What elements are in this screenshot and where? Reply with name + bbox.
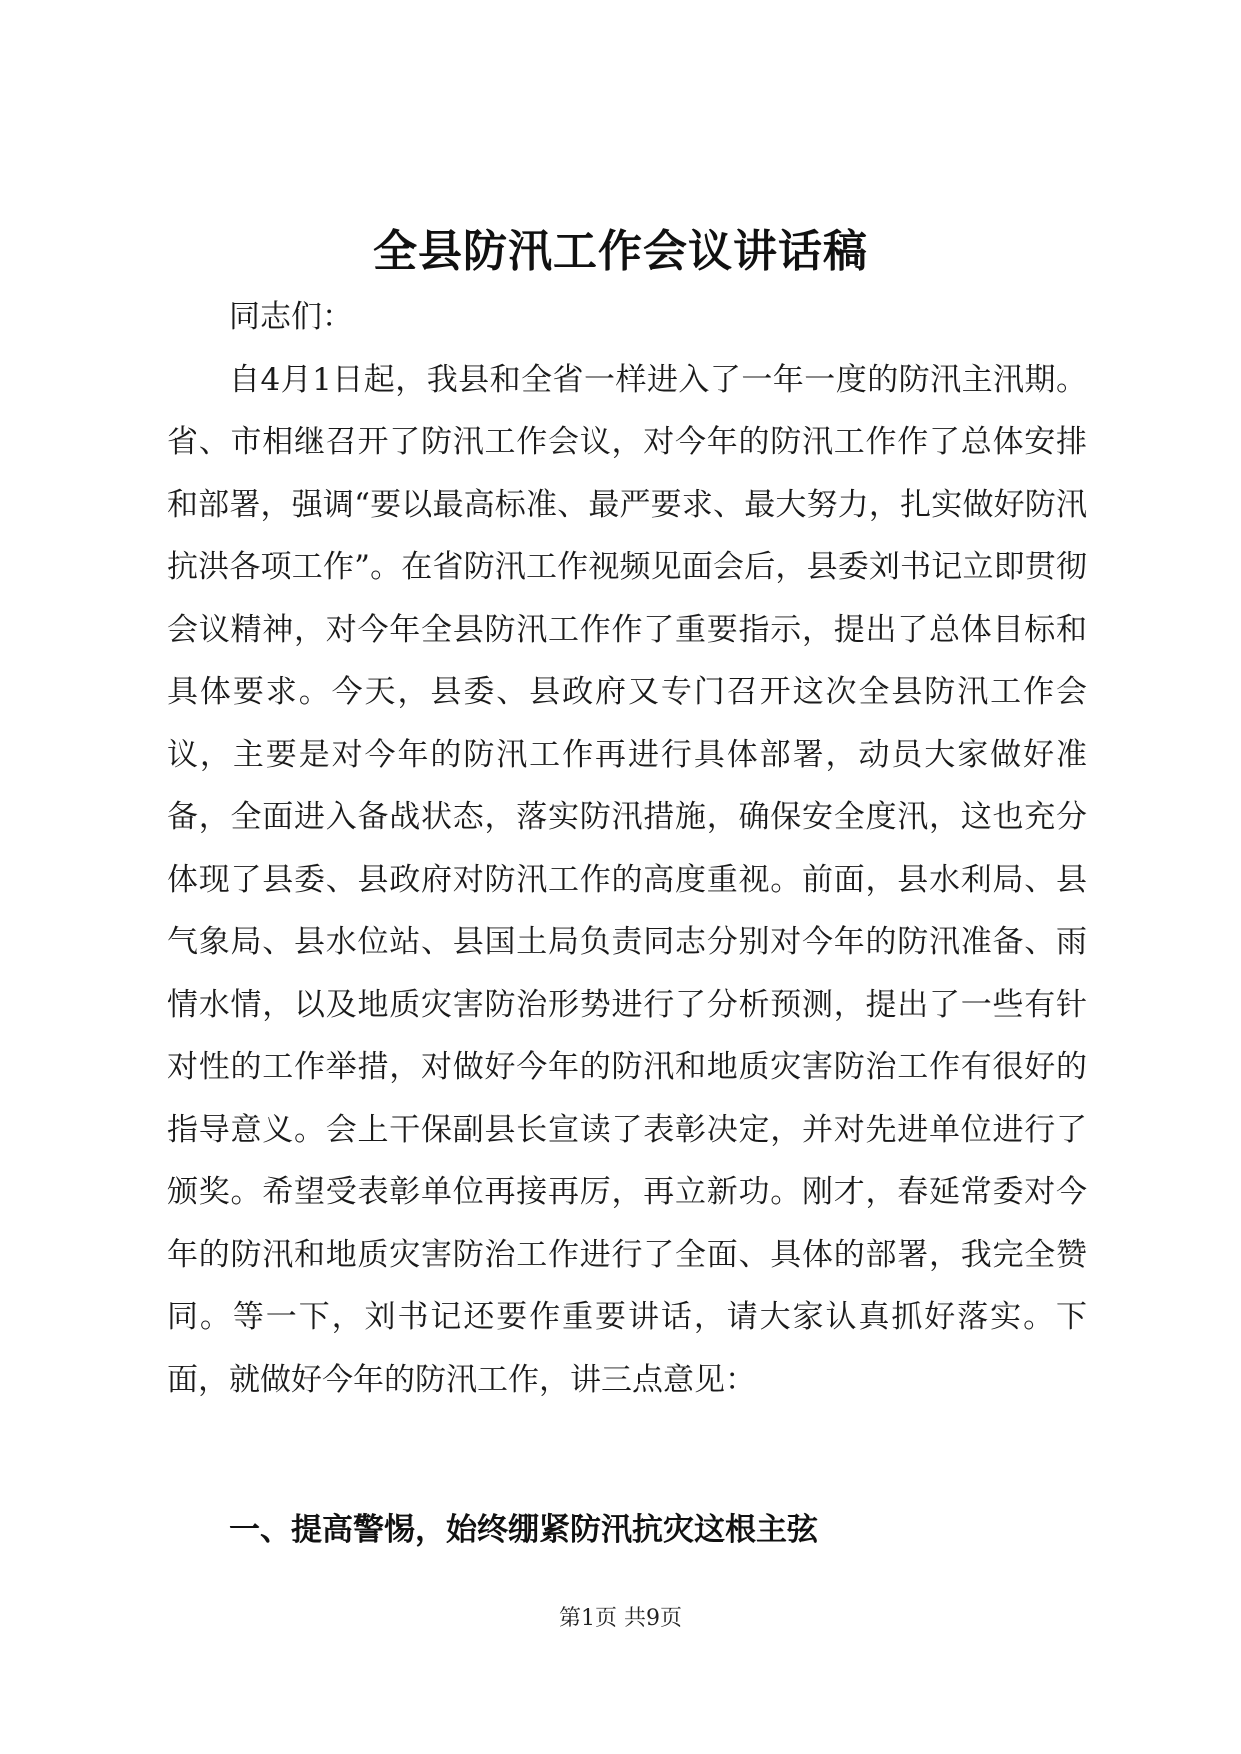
document-body <box>167 286 1087 1411</box>
salutation: 同志们： <box>229 299 353 335</box>
section-heading: 一、提高警惕，始终绷紧防汛抗灾这根主弦 <box>229 1512 818 1548</box>
document-title: 全县防汛工作会议讲话稿 <box>373 226 868 277</box>
page-number-footer: 第1页 共9页 <box>559 1606 682 1631</box>
body-paragraph: 自4月1日起，我县和全省一样进入了一年一度的防汛主汛期。省、市相继召开了防汛工作会议，对今年的防汛工作作了总体安排和部署，强调“要以最高标准、最严要求、最大努力，扎实做好防汛抗洪各项工作”。在省防汛工作视频见面会后，县委刘书记立即贯彻会议精神，对今年全县防汛工作作了重要指示，提出了总体目标和具体要求。今天，县委、县政府又专门召开这次全县防汛工作会议，主要是对今年的防汛工作再进行具体部署，动员大家做好准备，全面进入备战状态，落实防汛措施，确保安全度汛，这也充分体现了县委、县政府对防汛工作的高度重视。前面，县水利局、县气象局、县水位站、县国土局负责同志分别对今年的防汛准备、雨情水情，以及地质灾害防治形势进行了分析预测，提出了一些有针对性的工作举措，对做好今年的防汛和地质灾害防治工作有很好的指导意义。会上干保副县长宣读了表彰决定，并对先进单位进行了颁奖。希望受表彰单位再接再厉，再立新功。刚才，春延常委对今年的防汛和地质灾害防治工作进行了全面、具体的部署，我完全赞同。等一下，刘书记还要作重要讲话，请大家认真抓好落实。下面，就做好今年的防汛工作，讲三点意见： <box>167 361 1087 1398</box>
